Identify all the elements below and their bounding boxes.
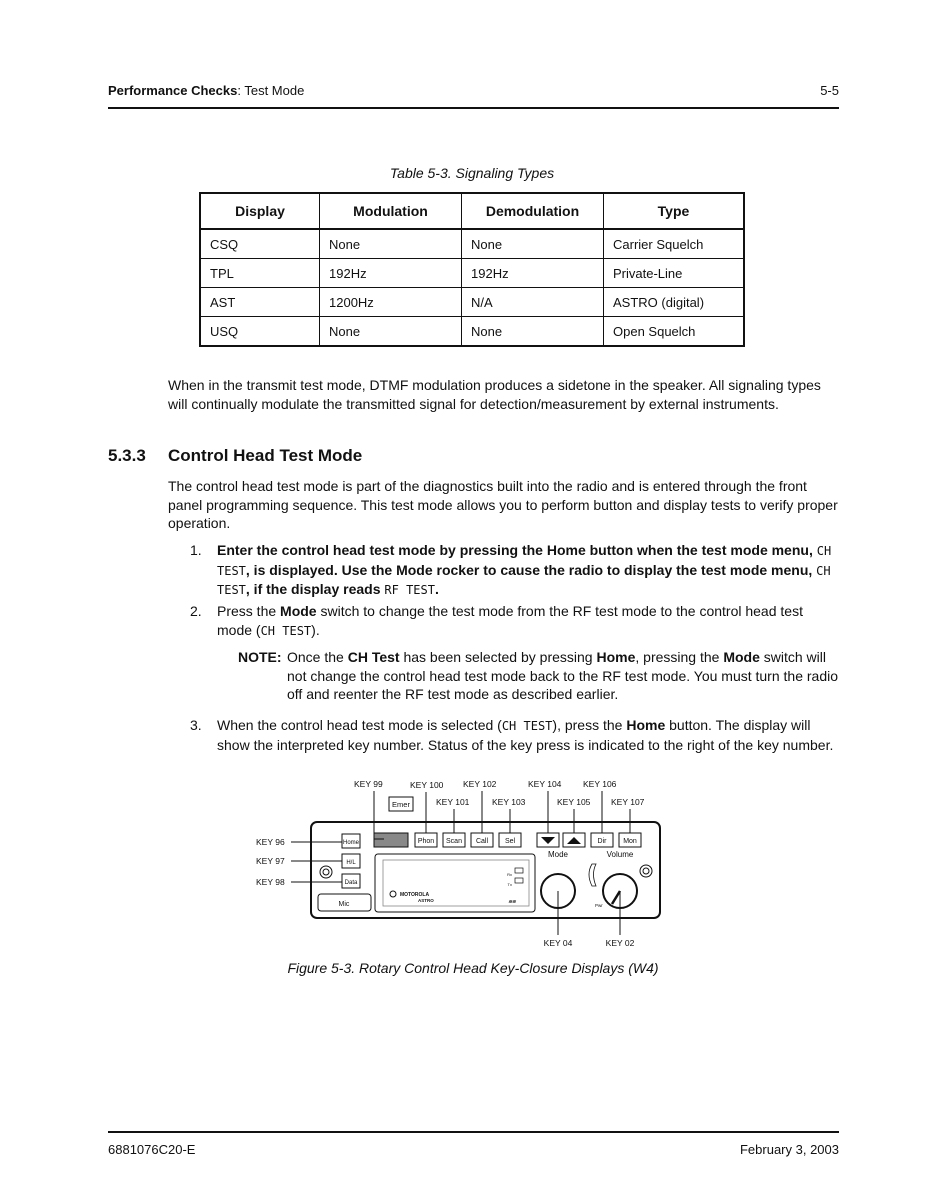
step-1 (190, 541, 840, 597)
astro-emblem-icon: ≋≋ (508, 899, 516, 904)
col-header: Modulation (320, 193, 462, 229)
key-02-label: KEY 02 (605, 938, 635, 948)
motorola-logo-icon (390, 891, 396, 897)
table-cell: None (462, 317, 604, 347)
rx-label: Rx (507, 872, 512, 877)
key-102-label: KEY 102 (463, 779, 497, 789)
right-screw-inner (643, 868, 649, 874)
col-header: Type (604, 193, 745, 229)
brand-label: MOTOROLA (400, 892, 430, 898)
left-screw (320, 866, 332, 878)
key-04-label: KEY 04 (543, 938, 573, 948)
header-rule (108, 107, 839, 109)
key-99-leader (374, 791, 384, 839)
table-cell: 192Hz (462, 259, 604, 288)
home-label: Home (342, 840, 360, 846)
text-run: ), press the (552, 717, 627, 733)
key-101-label: KEY 101 (436, 797, 470, 807)
col-header: Demodulation (462, 193, 604, 229)
step-2 (190, 602, 840, 640)
key-97-label: KEY 97 (256, 856, 285, 866)
emer-button (374, 833, 408, 847)
text-run: , is displayed. Use the Mode rocker to cause the radio to display the test mode menu, (245, 561, 817, 578)
table-cell: Private-Line (604, 259, 745, 288)
intro-paragraph: When in the transmit test mode, DTMF modulation produces a sidetone in the speaker. All signaling types will continually modulate the transmitted signal for detection/measurement by external instruments. (168, 377, 821, 412)
footer-date: February 3, 2003 (739, 1142, 839, 1157)
key-104-label: KEY 104 (528, 779, 562, 789)
phon-label: Phon (417, 838, 435, 845)
header-section-bold: Performance Checks (108, 83, 238, 98)
volume-ramp-icon (589, 864, 596, 886)
hl-label: H/L (346, 860, 356, 866)
rx-led (515, 868, 523, 873)
step-text (217, 716, 839, 754)
footer-doc-number: 6881076C20-E (108, 1142, 196, 1157)
table-header-row (200, 193, 744, 229)
step-number: 1. (190, 542, 202, 558)
key-99-label: KEY 99 (354, 779, 383, 789)
bold-term: Home (626, 717, 666, 733)
text-run: , if the display reads (245, 581, 385, 597)
step-3 (190, 716, 840, 772)
control-head-figure (250, 772, 680, 957)
table-cell: CSQ (200, 229, 320, 259)
table-cell: TPL (200, 259, 320, 288)
key-103-label: KEY 103 (492, 797, 526, 807)
leader-lines-bottom (558, 891, 620, 935)
emer-label: Emer (392, 800, 410, 809)
mon-label: Mon (623, 838, 637, 845)
call-label: Call (475, 838, 489, 845)
table-cell: None (320, 229, 462, 259)
key-98-label: KEY 98 (256, 877, 285, 887)
data-label: Data (344, 880, 358, 886)
step-text (217, 541, 839, 600)
volume-knob-label: Volume (606, 850, 634, 859)
display-code: RF TEST (384, 583, 435, 597)
table-row (200, 288, 744, 317)
display-code: CH TEST (260, 623, 312, 638)
model-label: ASTRO (418, 898, 434, 903)
pwr-label: Pwr (595, 903, 603, 908)
key-100-label: KEY 100 (410, 780, 444, 790)
table-cell: None (462, 229, 604, 259)
sel-label: Sel (504, 838, 516, 845)
mic-label: Mic (338, 901, 350, 908)
text-run: Once the (287, 649, 348, 665)
text-run: Enter the control head test mode by pressing the Home button when the test mode menu, (217, 542, 817, 558)
table-row (200, 259, 744, 288)
text-run: has been selected by pressing (399, 649, 597, 665)
step-number: 3. (190, 717, 202, 733)
text-run: switch to change the test mode from the RF test mode to the control head test mode ( (217, 603, 803, 638)
bold-term: Home (596, 649, 636, 665)
table-cell: None (320, 317, 462, 347)
table-cell: 192Hz (320, 259, 462, 288)
right-screw (640, 865, 652, 877)
mode-knob-label: Mode (547, 850, 569, 859)
table-cell: 1200Hz (320, 288, 462, 317)
page-number: 5-5 (820, 83, 839, 98)
step-text (217, 602, 839, 640)
table-caption: Table 5-3. Signaling Types (389, 165, 555, 181)
section-heading (108, 446, 362, 466)
key-105-label: KEY 105 (557, 797, 591, 807)
dir-label: Dir (597, 838, 607, 845)
note-text (287, 648, 840, 704)
text-run: switch will not change the control head test mode back to the RF test mode. You must turn the radio off and reenter the RF test mode as described earlier. (287, 649, 839, 702)
figure-caption: Figure 5-3. Rotary Control Head Key-Closure Displays (W4) (287, 960, 659, 976)
leader-lines-left (291, 842, 342, 882)
table-row (200, 229, 744, 259)
note-block (238, 648, 840, 704)
table-cell: Carrier Squelch (604, 229, 745, 259)
text-run: . (434, 581, 439, 597)
key-106-label: KEY 106 (583, 779, 617, 789)
tx-led (515, 878, 523, 883)
volume-knob-pointer (612, 891, 620, 904)
signaling-types-table (199, 192, 745, 347)
running-header (108, 83, 304, 98)
display-code: CH TEST (217, 544, 832, 578)
table-cell: Open Squelch (604, 317, 745, 347)
section-title: Control Head Test Mode (168, 446, 363, 465)
table-cell: USQ (200, 317, 320, 347)
table-cell: N/A (462, 288, 604, 317)
text-run: Press the (217, 603, 281, 619)
col-header: Display (200, 193, 320, 229)
display-code: CH TEST (501, 719, 553, 733)
section-number: 5.3.3 (108, 446, 146, 465)
note-label: NOTE: (238, 649, 282, 665)
tx-label: Tx (507, 882, 512, 887)
bold-term: CH Test (347, 649, 400, 665)
section-paragraph: The control head test mode is part of the diagnostics built into the radio and is entered through the front panel programming sequence. This test mode allows you to perform button and display tests to verify proper operation. (168, 478, 838, 531)
table-cell: AST (200, 288, 320, 317)
text-run: , pressing the (635, 649, 724, 665)
left-screw-inner (323, 869, 329, 875)
header-section-rest: : Test Mode (237, 83, 305, 98)
step-number: 2. (190, 603, 202, 619)
scan-label: Scan (446, 838, 462, 845)
text-run: When the control head test mode is selected ( (217, 717, 502, 733)
display-code: CH TEST (217, 563, 831, 597)
bold-term: Mode (723, 649, 760, 665)
table-cell: ASTRO (digital) (604, 288, 745, 317)
table-row (200, 317, 744, 347)
footer-rule (108, 1131, 839, 1133)
key-96-label: KEY 96 (256, 837, 285, 847)
text-run: ). (311, 621, 320, 638)
bold-term: Mode (280, 603, 317, 619)
text-run: button. The display will show the interpreted key number. Status of the key press is indicated to the right of the key number. (217, 717, 834, 753)
key-107-label: KEY 107 (611, 797, 645, 807)
